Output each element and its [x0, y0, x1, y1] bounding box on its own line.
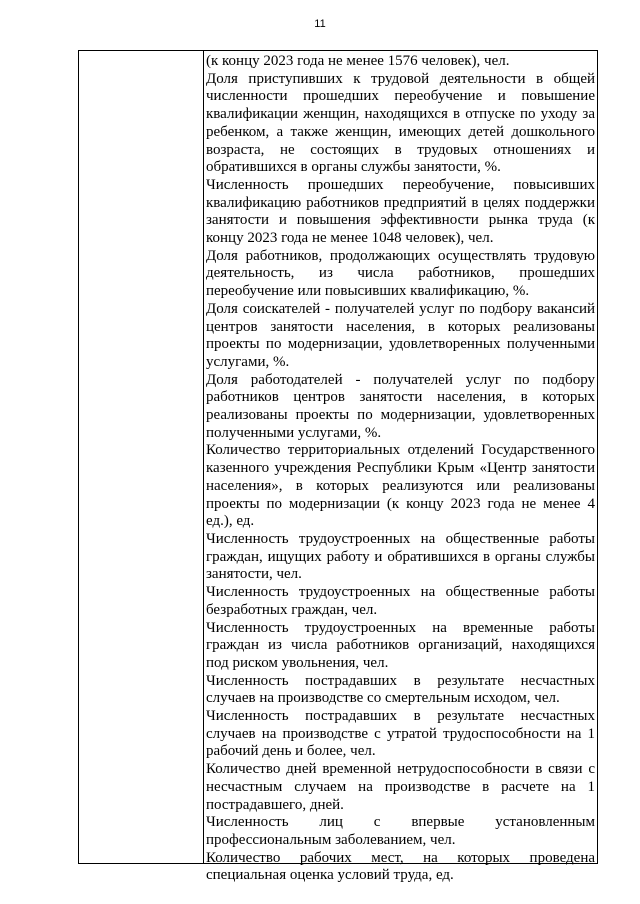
table-right-cell [204, 51, 597, 884]
indicator-paragraph: Численность пострадавших в результате несчастных случаев на производстве с утратой трудоспособности на 1 рабочий день и более, чел. [206, 708, 595, 760]
indicator-paragraph: Доля соискателей - получателей услуг по подбору вакансий центров занятости населения, в которых реализованы проекты по модернизации, удовлетворенных полученными услугами, %. [206, 300, 595, 370]
indicator-paragraph: Доля работодателей - получателей услуг по подбору работников центров занятости населения, в которых реализованы проекты по модернизации, удовлетворенных полученными услугами, %. [206, 371, 595, 441]
indicator-paragraph: Доля работников, продолжающих осуществлять трудовую деятельность, из числа работников, прошедших переобучение или повысивших квалификацию, %. [206, 247, 595, 300]
indicator-paragraph: Численность лиц с впервые установленным профессиональным заболеванием, чел. [206, 814, 595, 848]
table-left-cell [79, 51, 204, 863]
page-number: 11 [314, 18, 326, 30]
indicator-paragraph: Численность прошедших переобучение, повысивших квалификацию работников предприятий в целях поддержки занятости и повышения эффективности рынка труда (к концу 2023 года не менее 1048 человек), чел. [206, 176, 595, 247]
indicator-paragraph: Численность трудоустроенных на общественные работы граждан, ищущих работу и обратившихся в органы службы занятости, чел. [206, 530, 595, 583]
indicator-paragraph: Численность трудоустроенных на общественные работы безработных граждан, чел. [206, 584, 595, 618]
indicator-paragraph: Численность трудоустроенных на временные работы граждан из числа работников организаций, находящихся под риском увольнения, чел. [206, 619, 595, 671]
indicator-paragraph: Количество дней временной нетрудоспособности в связи с несчастным случаем на производстве в расчете на 1 пострадавшего, дней. [206, 761, 595, 813]
indicator-paragraph: Количество рабочих мест, на которых проведена специальная оценка условий труда, ед. [206, 849, 595, 884]
indicator-paragraph: Количество территориальных отделений Государственного казенного учреждения Республики Крым «Центр занятости населения», в которых реализуются или реализованы проекты по модернизации (к концу 2023 года не менее 4 ед.), ед. [206, 442, 595, 530]
indicator-table [78, 50, 598, 884]
indicator-paragraph: (к концу 2023 года не менее 1576 человек), чел. [206, 53, 510, 69]
indicator-paragraph: Численность пострадавших в результате несчастных случаев на производстве со смертельным исходом, чел. [206, 672, 595, 707]
indicator-paragraph: Доля приступивших к трудовой деятельности в общей численности прошедших переобучение и повышение квалификации женщин, находящихся в отпуске по уходу за ребенком, а также женщин, имеющих детей дошкольного возраста, не состоящих в трудовых отношениях и обратившихся в органы службы занятости, %. [206, 70, 595, 176]
